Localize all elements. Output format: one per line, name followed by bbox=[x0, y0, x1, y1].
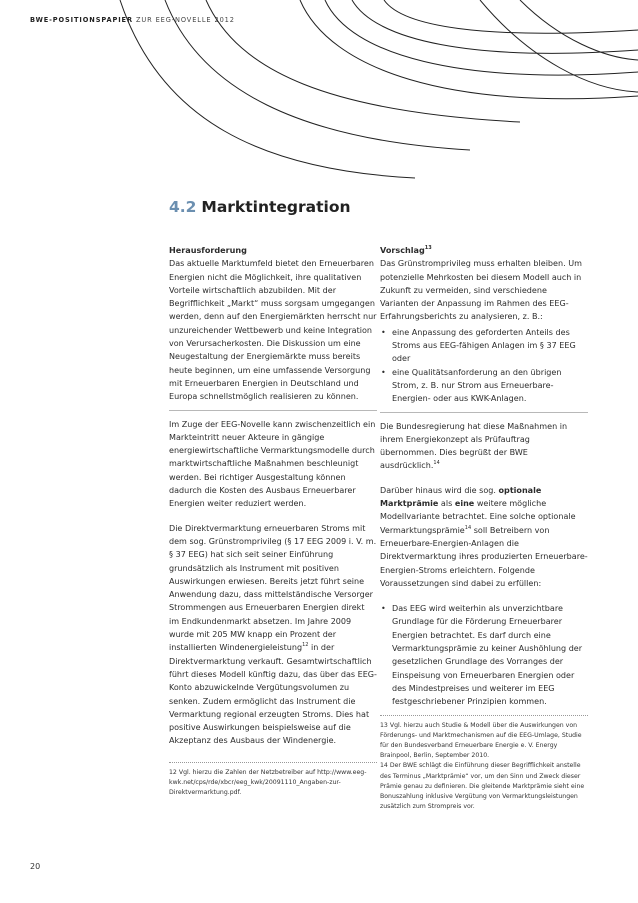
arc-3 bbox=[352, 0, 638, 53]
left-paragraph-1: Das aktuelle Marktumfeld bietet den Erneuerbaren Energien nicht die Möglichkeit, ihre qualitativen Vorteile wirtschaftlich abzubilden. Mit der Begrifflichkeit „Markt“ muss sorgsam umgegangen werden, denn auf den Energiemärkten herrscht nur unzureichender Wettbewerb und keine Integration von Verursacherkosten. Die Diskussion um eine Neugestaltung der Energiemärkte muss bereits heute beginnen, um eine umfassende Versorgung mit Erneuerbaren Energien in Deutschland und Europa schnellstmöglich realisieren zu können. bbox=[169, 259, 377, 402]
bullet-list-1 bbox=[380, 326, 588, 406]
list-item: • eine Anpassung des geforderten Anteils des Stroms aus EEG-fähigen Anlagen im § 37 EEG oder bbox=[380, 326, 588, 366]
left-column bbox=[169, 244, 377, 798]
arc-4 bbox=[384, 0, 638, 33]
header-rest: ZUR EEG-NOVELLE 2012 bbox=[132, 16, 235, 24]
page-number: 20 bbox=[30, 862, 41, 871]
header-bold: BWE-POSITIONSPAPIER bbox=[30, 16, 133, 24]
footnote-ref-12: 12 bbox=[302, 642, 309, 649]
footnote-ref-13: 13 bbox=[424, 245, 432, 251]
heading-vorschlag: Vorschlag$^{13}$ bbox=[380, 245, 432, 255]
section-title-text: Marktintegration bbox=[201, 198, 351, 216]
list-item: • eine Qualitätsanforderung an den übrigen Strom, z. B. nur Strom aus Erneuerbare-Energien- oder aus KWK-Anlagen. bbox=[380, 366, 588, 406]
right-paragraph-3: Darüber hinaus wird die sog. optionale Marktprämie als eine weitere mögliche Modellvariante betrachtet. Eine solche optionale Vermarktungsprämie$^{14}$ soll Betreibern von Erneuerbare-Energien-Anlagen die Direktvermarktung ihres produzierten Erneuerbare-Energien-Stroms erleichtern. Folgende Voraussetzungen sind dabei zu erfüllen: bbox=[380, 485, 588, 588]
decorative-arcs bbox=[0, 0, 638, 190]
footnote-14: 14 Der BWE schlägt die Einführung dieser Begrifflichkeit anstelle des Terminus „Marktprämie“ vor, um den Sinn und Zweck dieser Prämie genau zu definieren. Die gleitende Marktprämie sieht eine Bonuszahlung inklusive Vergütung von Vermarktungsleistungen zusätzlich zum Strompreis vor. bbox=[380, 762, 585, 811]
footnote-divider bbox=[380, 715, 588, 716]
section-title bbox=[169, 198, 351, 216]
section-number: 4.2 bbox=[169, 198, 197, 216]
footnote-12: 12 Vgl. hierzu die Zahlen der Netzbetreiber auf http://www.eeg-kwk.net/cps/rde/xbcr/eeg_kwk/20091110_Angaben-zur-Direktvermarktung.pdf. bbox=[169, 768, 367, 797]
right-paragraph-1: Das Grünstromprivileg muss erhalten bleiben. Um potenzielle Mehrkosten bei diesem Modell auch in Zukunft zu vermeiden, sind verschiedene Varianten der Anpassung im Rahmen des EEG-Erfahrungsberichts zu analysieren, z. B.: bbox=[380, 259, 582, 322]
left-paragraph-2: Im Zuge der EEG-Novelle kann zwischenzeitlich ein Markteintritt neuer Akteure in gängige energiewirtschaftliche Vermarktungsmodelle durch marktwirtschaftliche Maßnahmen beschleunigt werden. Bei richtiger Ausgestaltung können dadurch die Kosten des Ausbaus Erneuerbarer Energien weiter reduziert werden. bbox=[169, 419, 376, 509]
footnote-ref-14b: 14 bbox=[464, 524, 472, 531]
arc-2 bbox=[325, 0, 638, 75]
right-column bbox=[380, 244, 588, 812]
heading-herausforderung: Herausforderung bbox=[169, 245, 247, 255]
footnote-13: 13 Vgl. hierzu auch Studie & Modell über die Auswirkungen von Förderungs- und Marktmechanismen auf die EEG-Umlage, Studie für den Bundesverband Erneuerbare Energie e. V. Energy Brainpool, Berlin, September 2010. bbox=[380, 721, 582, 760]
arc-5 bbox=[120, 0, 415, 178]
left-paragraph-3: Die Direktvermarktung erneuerbaren Stroms mit dem sog. Grünstromprivileg (§ 17 EEG 2009 i. V. m. § 37 EEG) hat sich seit seiner Einführung grundsätzlich als Instrument mit positiven Auswirkungen erwiesen. Bereits jetzt führt seine Anwendung dazu, dass mittelständische Versorger Strommengen aus Erneuerbaren Energien direkt im Endkundenmarkt absetzen. Im Jahre 2009 wurde mit 205 MW knapp ein Prozent der installierten Windenergieleistung$^{12}$ in der Direktvermarktung verkauft. Gesamtwirtschaftlich führt dieses Modell künftig dazu, das über das EEG-Konto abzuwickelnde Vergütungsvolumen zu senken. Zudem ermöglicht das Instrument die Vermarktung regional erzeugten Stroms. Dies hat positive Auswirkungen beispielsweise auf die Akzeptanz des Ausbaus der Windenergie. bbox=[169, 523, 377, 746]
footnote-divider bbox=[169, 762, 377, 763]
divider bbox=[169, 410, 377, 411]
list-item: • Das EEG wird weiterhin als unverzichtbare Grundlage für die Förderung Erneuerbarer Energien betrachtet. Es darf durch eine Vermarktungsprämie zu keiner Aushöhlung der gesetzlichen Grundlage des Vorranges der Einspeisung von Erneuerbaren Energien oder des Mindestpreises und weiterer im EEG festgeschriebener Prinzipien kommen. bbox=[380, 602, 588, 708]
footnote-ref-14: 14 bbox=[433, 460, 440, 467]
bullet-list-2 bbox=[380, 602, 588, 708]
arc-8 bbox=[480, 0, 638, 92]
right-paragraph-2: Die Bundesregierung hat diese Maßnahmen in ihrem Energiekonzept als Prüfauftrag übernommen. Dies begrüßt der BWE ausdrücklich.$^{14}$ bbox=[380, 421, 568, 471]
divider bbox=[380, 412, 588, 413]
arc-1 bbox=[300, 0, 638, 99]
